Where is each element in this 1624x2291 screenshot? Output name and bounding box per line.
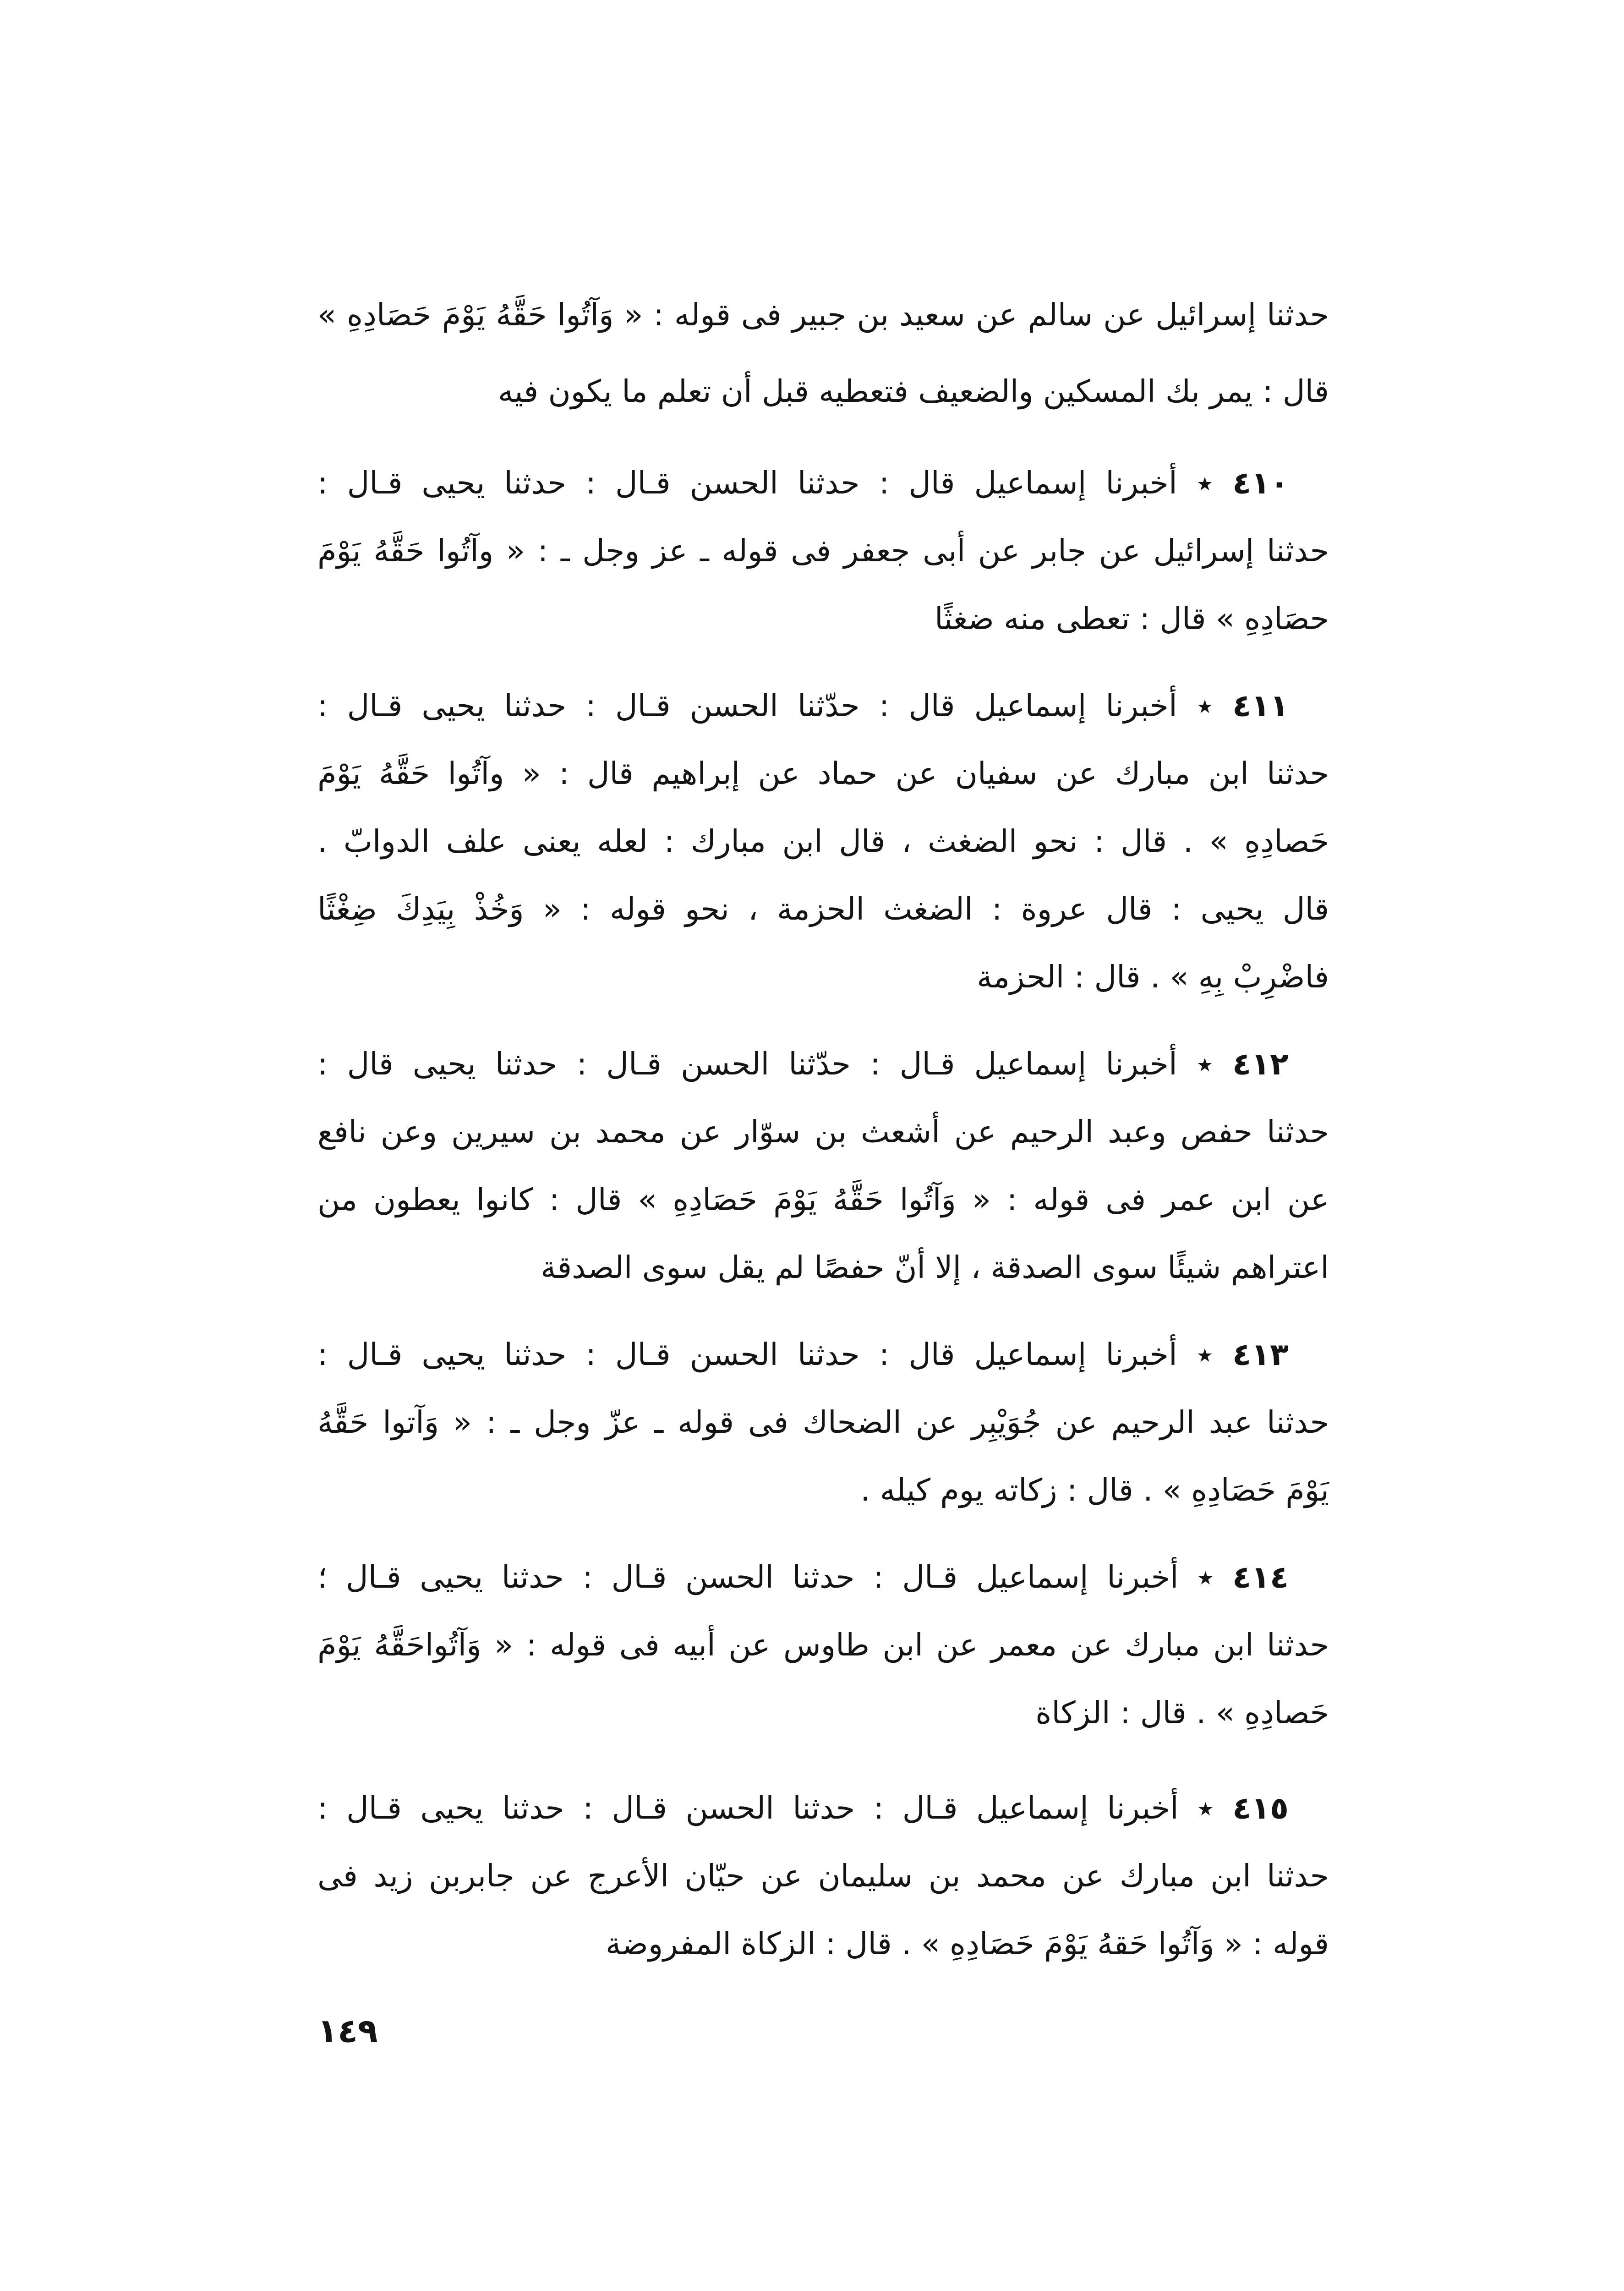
hadith-entry-410 bbox=[317, 449, 1329, 652]
entry-number: ٤١٤ bbox=[1232, 1559, 1289, 1595]
text-line: اعتراهم شيئًا سوى الصدقة ، إلا أنّ حفصًا لم يقل سوى الصدقة bbox=[541, 1250, 1329, 1285]
entry-number: ٤١٣ bbox=[1232, 1337, 1289, 1372]
entry-first-line bbox=[317, 1321, 1329, 1388]
intro-passage bbox=[317, 281, 1329, 425]
text-line: أخبرنا إسماعيل قال : حدّثنا الحسن قـال : حدثنا يحيى قـال : bbox=[317, 688, 1177, 723]
text-line: عن ابن عمر فى قوله : « وَآتُوا حَقَّهُ يَوْمَ حَصَادِهِ » قال : كانوا يعطون من bbox=[317, 1182, 1329, 1217]
entry-first-line bbox=[317, 1774, 1329, 1842]
entry-first-line bbox=[317, 1030, 1329, 1098]
text-line: أخبرنا إسماعيل قـال : حدثنا الحسن قـال : حدثنا يحيى قـال ؛ bbox=[317, 1559, 1179, 1595]
entry-number: ٤١١ bbox=[1232, 688, 1289, 723]
entry-first-line bbox=[317, 672, 1329, 740]
text-line: حدثنا حفص وعبد الرحيم عن أشعث بن سوّار عن محمد بن سيرين وعن نافع bbox=[317, 1114, 1329, 1150]
entry-number: ٤١٠ bbox=[1232, 465, 1289, 501]
page-text-block bbox=[317, 281, 1329, 1978]
hadith-entry-413 bbox=[317, 1321, 1329, 1524]
entry-number: ٤١٢ bbox=[1232, 1046, 1289, 1082]
text-line: حدثنا ابن مبارك عن محمد بن سليمان عن حيّان الأعرج عن جابربن زيد فى bbox=[317, 1858, 1329, 1894]
text-line: فاضْرِبْ بِهِ » . قال : الحزمة bbox=[977, 959, 1329, 995]
text-line: قوله : « وَآتُوا حَقهُ يَوْمَ حَصَادِهِ » . قال : الزكاة المفروضة bbox=[606, 1926, 1329, 1962]
text-line: حَصادِهِ » . قال : الزكاة bbox=[1035, 1695, 1329, 1731]
text-line: حدثنا عبد الرحيم عن جُوَيْبِر عن الضحاك فى قوله ـ عزّ وجل ـ : « وَآتوا حَقَّهُ bbox=[317, 1404, 1329, 1440]
hadith-entry-411 bbox=[317, 672, 1329, 1011]
text-line: حَصادِهِ » . قال : نحو الضغث ، قال ابن مبارك : لعله يعنى علف الدوابّ . bbox=[317, 823, 1329, 859]
star-marker: ٭ bbox=[1196, 1046, 1214, 1082]
text-line: قال : يمر بك المسكين والضعيف فتعطيه قبل أن تعلم ما يكون فيه bbox=[498, 373, 1329, 409]
entry-number: ٤١٥ bbox=[1232, 1790, 1289, 1826]
text-line: حدثنا ابن مبارك عن سفيان عن حماد عن إبراهيم قال : « وآتُوا حَقَّهُ يَوْمَ bbox=[317, 756, 1329, 791]
text-line: قال يحيى : قال عروة : الضغث الحزمة ، نحو قوله : « وَخُذْ بِيَدِكَ ضِغْثًا bbox=[317, 891, 1329, 927]
text-line: أخبرنا إسماعيل قال : حدثنا الحسن قـال : حدثنا يحيى قـال : bbox=[317, 1337, 1177, 1372]
hadith-entry-414 bbox=[317, 1543, 1329, 1747]
text-line: يَوْمَ حَصَادِهِ » . قال : زكاته يوم كيله . bbox=[860, 1472, 1329, 1508]
star-marker: ٭ bbox=[1197, 1559, 1214, 1595]
text-line: أخبرنا إسماعيل قال : حدثنا الحسن قـال : حدثنا يحيى قـال : bbox=[317, 465, 1177, 501]
star-marker: ٭ bbox=[1196, 1337, 1214, 1372]
star-marker: ٭ bbox=[1197, 1790, 1214, 1826]
page-number: ١٤٩ bbox=[317, 2011, 378, 2050]
text-line: أخبرنا إسماعيل قـال : حدثنا الحسن قـال : حدثنا يحيى قـال : bbox=[317, 1790, 1179, 1826]
text-line: أخبرنا إسماعيل قـال : حدّثنا الحسن قـال : حدثنا يحيى قال : bbox=[317, 1046, 1177, 1082]
entry-first-line bbox=[317, 449, 1329, 517]
hadith-entry-412 bbox=[317, 1030, 1329, 1301]
entry-first-line bbox=[317, 1543, 1329, 1611]
star-marker: ٭ bbox=[1196, 688, 1214, 723]
text-line: حصَادِهِ » قال : تعطى منه ضغثًا bbox=[935, 601, 1329, 636]
text-line: حدثنا إسرائيل عن سالم عن سعيد بن جبير فى قوله : « وَآتُوا حَقَّهُ يَوْمَ حَصَادِهِ » bbox=[317, 297, 1329, 333]
hadith-entry-415 bbox=[317, 1774, 1329, 1978]
text-line: حدثنا إسرائيل عن جابر عن أبى جعفر فى قوله ـ عز وجل ـ : « وآتُوا حَقَّهُ يَوْمَ bbox=[317, 533, 1329, 569]
star-marker: ٭ bbox=[1196, 465, 1214, 501]
text-line: حدثنا ابن مبارك عن معمر عن ابن طاوس عن أبيه فى قوله : « وَآتُواحَقَّهُ يَوْمَ bbox=[317, 1627, 1329, 1663]
